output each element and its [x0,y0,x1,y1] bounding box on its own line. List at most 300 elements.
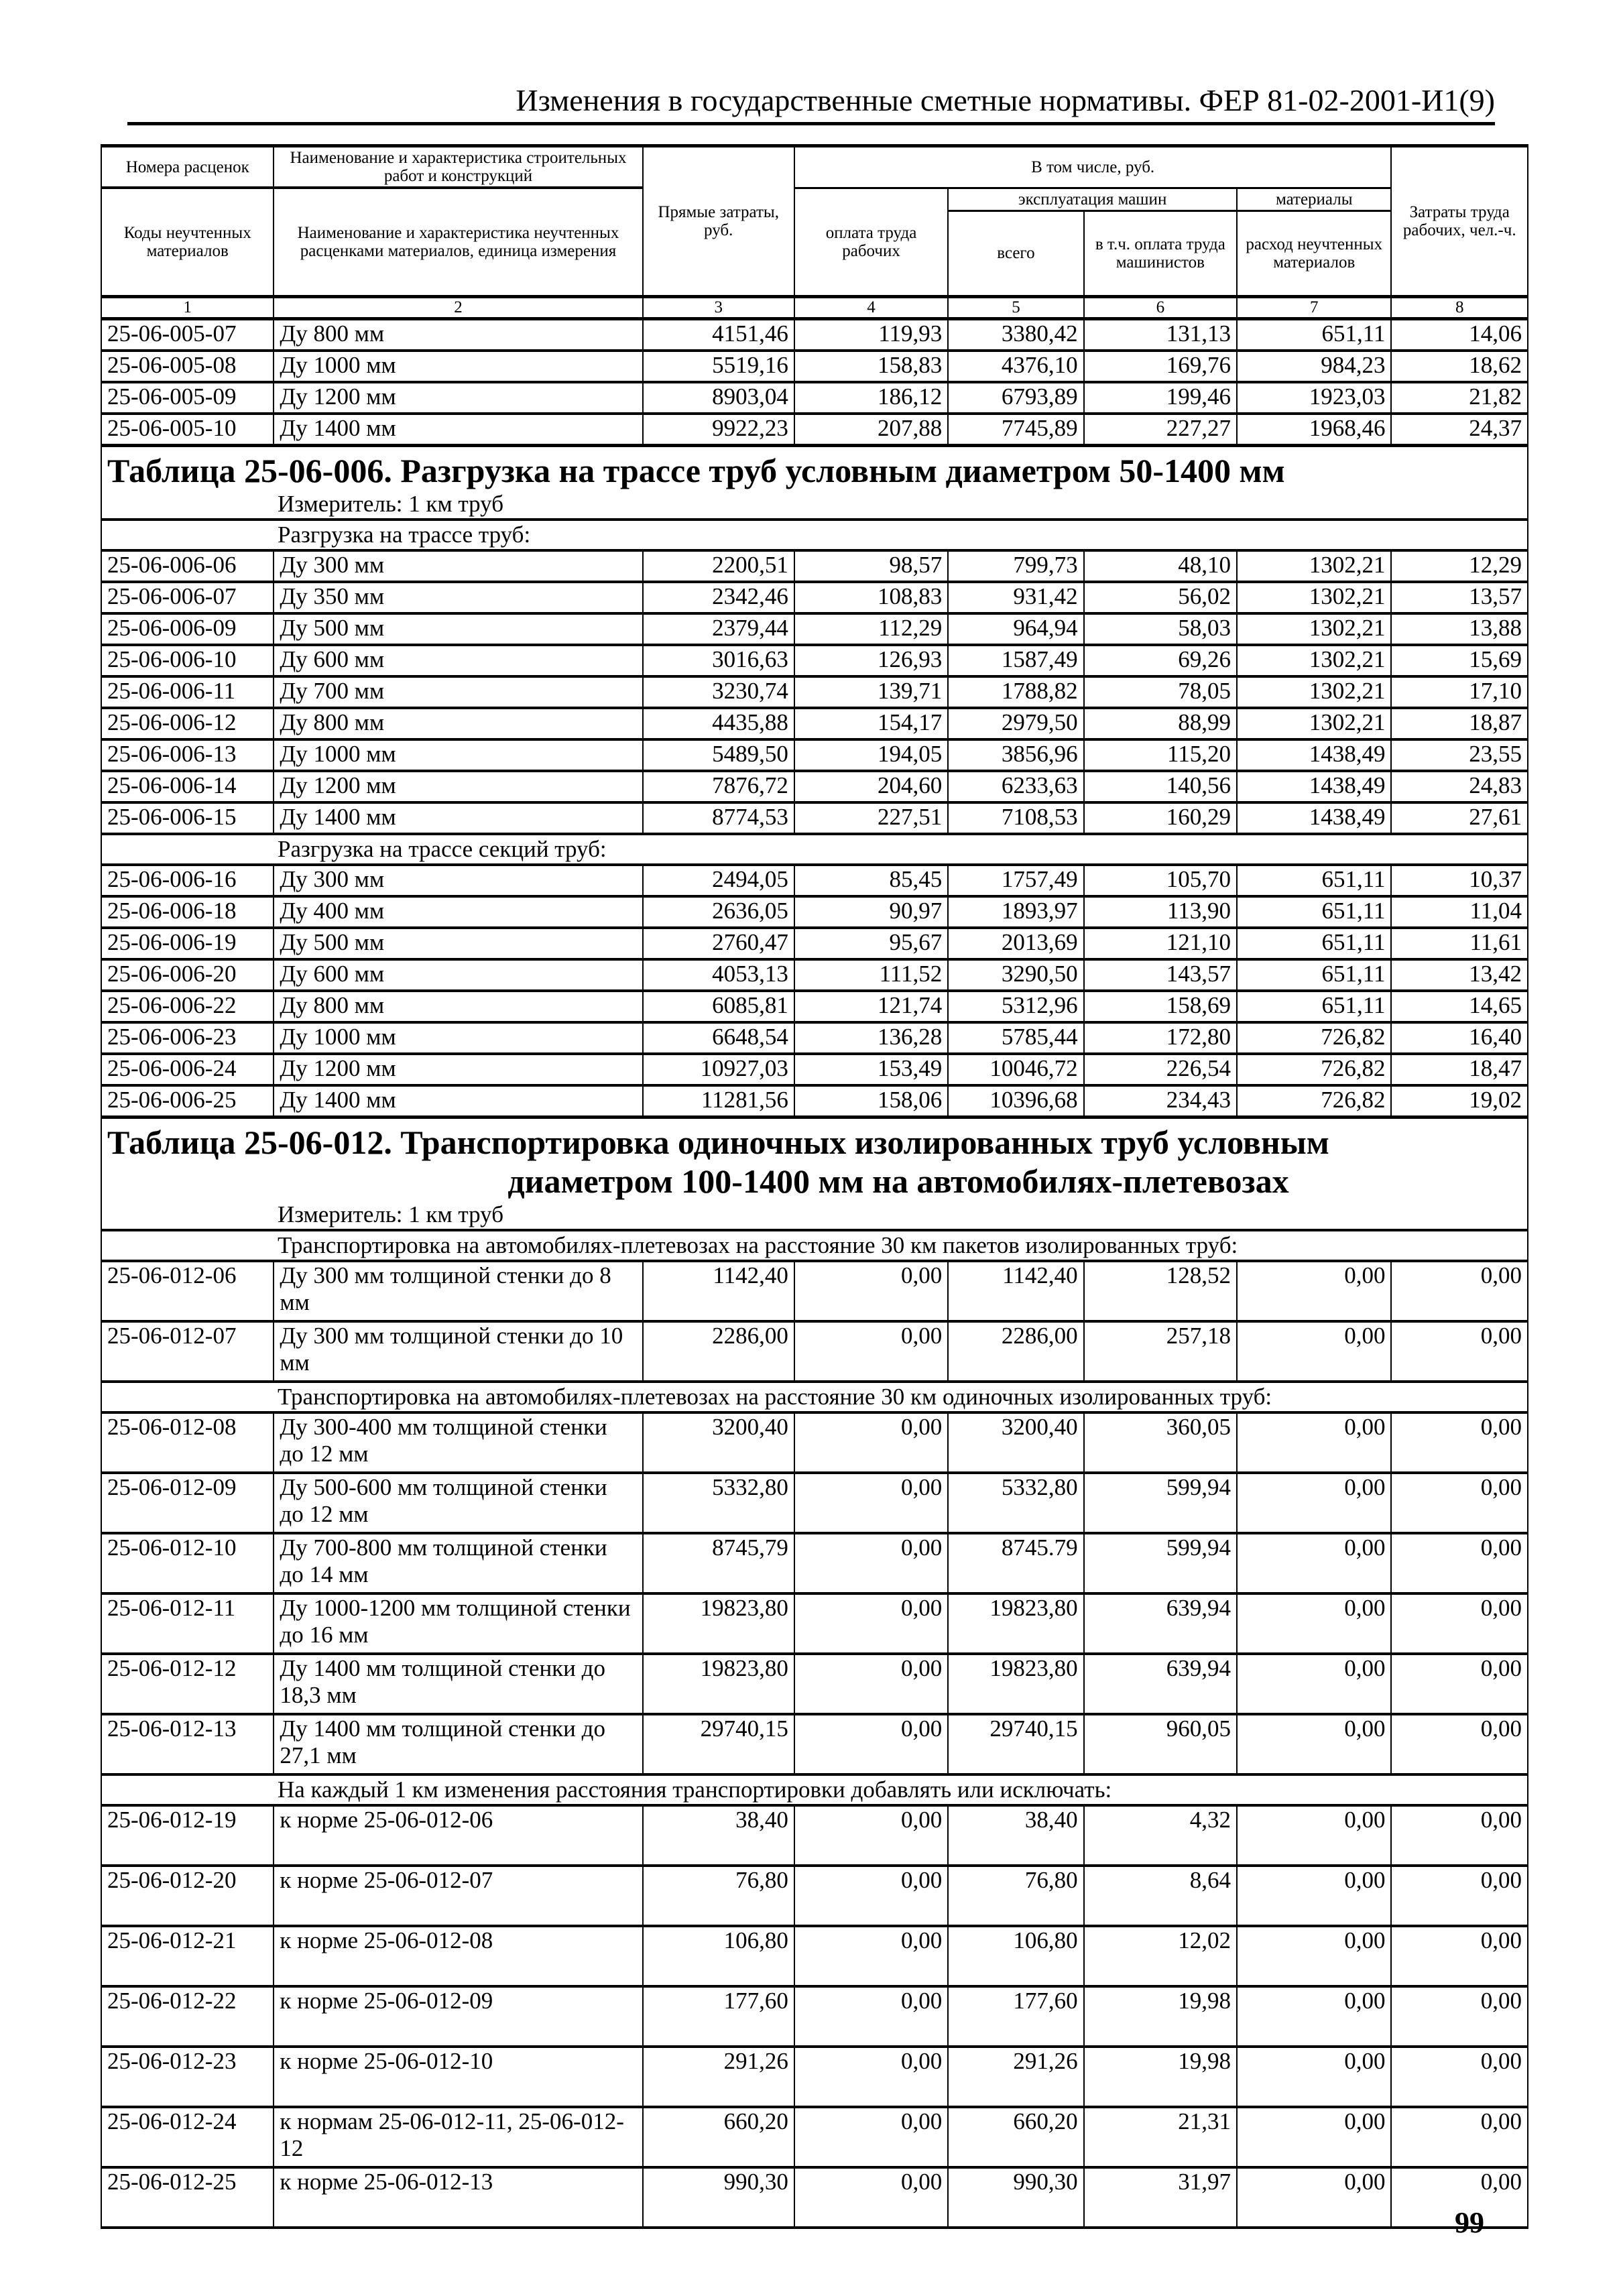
group-row [101,1230,1528,1261]
rate-code-cell: 25-06-012-12 [101,1654,274,1714]
direct-costs-cell: 3016,63 [643,645,794,676]
worker-pay-cell: 0,00 [794,1926,948,1986]
labor-hours-cell: 16,40 [1391,1022,1528,1054]
worker-pay-cell: 186,12 [794,382,948,414]
work-name-cell: Ду 1200 мм [274,1054,642,1085]
material-consumption-cell: 0,00 [1237,1261,1391,1321]
table-title [101,445,1528,490]
operator-pay-cell: 140,56 [1084,771,1237,802]
material-consumption-cell: 0,00 [1237,2107,1391,2167]
material-consumption-cell: 984,23 [1237,351,1391,382]
table-title-text-line2: диаметром 100-1400 мм на автомобилях-плетевозах [507,1162,1289,1200]
material-consumption-cell: 0,00 [1237,1593,1391,1654]
meter-row [101,490,1528,520]
labor-hours-cell: 19,02 [1391,1085,1528,1117]
worker-pay-cell: 126,93 [794,645,948,676]
labor-hours-cell: 18,62 [1391,351,1528,382]
worker-pay-cell: 0,00 [794,1473,948,1533]
table-row [101,865,1528,896]
labor-hours-cell: 12,29 [1391,550,1528,582]
table-row [101,1533,1528,1593]
labor-hours-cell: 11,61 [1391,928,1528,959]
rate-code-cell: 25-06-006-16 [101,865,274,896]
direct-costs-cell: 19823,80 [643,1654,794,1714]
meter-label: Измеритель: 1 км труб [101,1201,1528,1230]
work-name-cell: Ду 300 мм [274,550,642,582]
work-name-cell: Ду 300 мм [274,865,642,896]
rate-code-cell: 25-06-012-13 [101,1714,274,1774]
labor-hours-cell: 21,82 [1391,382,1528,414]
table-row [101,739,1528,771]
worker-pay-cell: 0,00 [794,1714,948,1774]
rate-code-cell: 25-06-012-24 [101,2107,274,2167]
operator-pay-cell: 639,94 [1084,1593,1237,1654]
machine-total-cell: 5332,80 [948,1473,1083,1533]
labor-hours-cell: 0,00 [1391,1412,1528,1473]
direct-costs-cell: 8903,04 [643,382,794,414]
machine-total-cell: 1788,82 [948,676,1083,708]
table-row [101,318,1528,351]
labor-hours-cell: 18,87 [1391,708,1528,739]
material-consumption-cell: 651,11 [1237,896,1391,928]
work-name-cell: Ду 800 мм [274,318,642,351]
page-number: 99 [1455,2206,1484,2239]
machine-total-cell: 6793,89 [948,382,1083,414]
material-consumption-cell: 1302,21 [1237,676,1391,708]
worker-pay-cell: 158,83 [794,351,948,382]
running-header: Изменения в государственные сметные нормативы. ФЕР 81-02-2001-И1(9) [127,80,1495,125]
labor-hours-cell: 23,55 [1391,739,1528,771]
column-number: 3 [643,296,794,318]
labor-hours-cell: 18,47 [1391,1054,1528,1085]
operator-pay-cell: 234,43 [1084,1085,1237,1117]
machine-total-cell: 7745,89 [948,414,1083,446]
machine-total-cell: 2286,00 [948,1321,1083,1382]
operator-pay-cell: 360,05 [1084,1412,1237,1473]
direct-costs-cell: 29740,15 [643,1714,794,1774]
worker-pay-cell: 0,00 [794,1533,948,1593]
work-name-cell: Ду 800 мм [274,991,642,1022]
table-row [101,1412,1528,1473]
labor-hours-cell: 24,83 [1391,771,1528,802]
rate-code-cell: 25-06-012-21 [101,1926,274,1986]
group-row [101,1382,1528,1412]
work-name-cell: к норме 25-06-012-09 [274,1986,642,2047]
labor-hours-cell: 0,00 [1391,1866,1528,1926]
header-worker-pay: оплата труда рабочих [794,188,948,296]
machine-total-cell: 3380,42 [948,318,1083,351]
table-row [101,1261,1528,1321]
table-row [101,2167,1528,2228]
machine-total-cell: 38,40 [948,1805,1083,1866]
rate-code-cell: 25-06-006-24 [101,1054,274,1085]
norms-table [101,144,1528,2229]
table-row [101,1654,1528,1714]
table-row [101,382,1528,414]
operator-pay-cell: 143,57 [1084,959,1237,991]
labor-hours-cell: 24,37 [1391,414,1528,446]
labor-hours-cell: 10,37 [1391,865,1528,896]
table-row [101,959,1528,991]
rate-code-cell: 25-06-005-08 [101,351,274,382]
operator-pay-cell: 115,20 [1084,739,1237,771]
header-materials: материалы [1237,188,1391,210]
operator-pay-cell: 19,98 [1084,2047,1237,2107]
header-material-names: Наименование и характеристика неучтенных расценками материалов, единица измерения [274,188,642,296]
operator-pay-cell: 172,80 [1084,1022,1237,1054]
direct-costs-cell: 5489,50 [643,739,794,771]
worker-pay-cell: 119,93 [794,318,948,351]
rate-code-cell: 25-06-006-06 [101,550,274,582]
rate-code-cell: 25-06-012-11 [101,1593,274,1654]
meter-row [101,1201,1528,1230]
work-name-cell: к норме 25-06-012-13 [274,2167,642,2228]
rate-code-cell: 25-06-006-13 [101,739,274,771]
work-name-cell: к норме 25-06-012-10 [274,2047,642,2107]
work-name-cell: Ду 1400 мм [274,414,642,446]
machine-total-cell: 964,94 [948,613,1083,645]
table-row [101,414,1528,446]
direct-costs-cell: 76,80 [643,1866,794,1926]
operator-pay-cell: 105,70 [1084,865,1237,896]
table-row [101,645,1528,676]
operator-pay-cell: 4,32 [1084,1805,1237,1866]
table-row [101,1926,1528,1986]
table-title-row [101,1117,1528,1201]
worker-pay-cell: 0,00 [794,1321,948,1382]
direct-costs-cell: 19823,80 [643,1593,794,1654]
operator-pay-cell: 31,97 [1084,2167,1237,2228]
material-consumption-cell: 0,00 [1237,1654,1391,1714]
machine-total-cell: 7108,53 [948,802,1083,834]
operator-pay-cell: 48,10 [1084,550,1237,582]
column-number: 1 [101,296,274,318]
table-row [101,1321,1528,1382]
rate-code-cell: 25-06-006-23 [101,1022,274,1054]
direct-costs-cell: 5332,80 [643,1473,794,1533]
header-machine-operation: эксплуатация машин [948,188,1237,210]
rate-code-cell: 25-06-006-14 [101,771,274,802]
worker-pay-cell: 98,57 [794,550,948,582]
material-consumption-cell: 1438,49 [1237,771,1391,802]
direct-costs-cell: 291,26 [643,2047,794,2107]
rate-code-cell: 25-06-006-25 [101,1085,274,1117]
work-name-cell: Ду 1400 мм [274,802,642,834]
direct-costs-cell: 2286,00 [643,1321,794,1382]
operator-pay-cell: 226,54 [1084,1054,1237,1085]
machine-total-cell: 2013,69 [948,928,1083,959]
direct-costs-cell: 3230,74 [643,676,794,708]
table-row [101,1473,1528,1533]
table-row [101,582,1528,613]
table-title-text: Таблица 25-06-012. Транспортировка одиночных изолированных труб условным [107,1123,1329,1161]
rate-code-cell: 25-06-006-07 [101,582,274,613]
table-row [101,1714,1528,1774]
rate-code-cell: 25-06-006-19 [101,928,274,959]
meter-label: Измеритель: 1 км труб [101,490,1528,520]
material-consumption-cell: 0,00 [1237,2167,1391,2228]
machine-total-cell: 5785,44 [948,1022,1083,1054]
table-row [101,1866,1528,1926]
operator-pay-cell: 69,26 [1084,645,1237,676]
column-number: 8 [1391,296,1528,318]
machine-total-cell: 4376,10 [948,351,1083,382]
rate-code-cell: 25-06-006-20 [101,959,274,991]
operator-pay-cell: 158,69 [1084,991,1237,1022]
rate-code-cell: 25-06-006-18 [101,896,274,928]
direct-costs-cell: 6648,54 [643,1022,794,1054]
table-title-row [101,445,1528,490]
labor-hours-cell: 0,00 [1391,2107,1528,2167]
machine-total-cell: 931,42 [948,582,1083,613]
worker-pay-cell: 95,67 [794,928,948,959]
table-row [101,1805,1528,1866]
machine-total-cell: 1757,49 [948,865,1083,896]
group-label: На каждый 1 км изменения расстояния транспортировки добавлять или исключать: [101,1774,1528,1805]
material-consumption-cell: 726,82 [1237,1022,1391,1054]
table-row [101,802,1528,834]
machine-total-cell: 10396,68 [948,1085,1083,1117]
worker-pay-cell: 153,49 [794,1054,948,1085]
work-name-cell: Ду 500 мм [274,928,642,959]
worker-pay-cell: 0,00 [794,1593,948,1654]
operator-pay-cell: 199,46 [1084,382,1237,414]
material-consumption-cell: 0,00 [1237,1926,1391,1986]
labor-hours-cell: 0,00 [1391,1321,1528,1382]
table-row [101,676,1528,708]
material-consumption-cell: 651,11 [1237,991,1391,1022]
work-name-cell: Ду 500-600 мм толщиной стенки до 12 мм [274,1473,642,1533]
work-name-cell: Ду 400 мм [274,896,642,928]
work-name-cell: Ду 1000-1200 мм толщиной стенки до 16 мм [274,1593,642,1654]
worker-pay-cell: 90,97 [794,896,948,928]
work-name-cell: Ду 300 мм толщиной стенки до 8 мм [274,1261,642,1321]
rate-code-cell: 25-06-012-20 [101,1866,274,1926]
operator-pay-cell: 169,76 [1084,351,1237,382]
worker-pay-cell: 0,00 [794,1412,948,1473]
group-label: Разгрузка на трассе секций труб: [101,834,1528,865]
operator-pay-cell: 12,02 [1084,1926,1237,1986]
group-label: Транспортировка на автомобилях-плетевозах на расстояние 30 км пакетов изолированных труб: [101,1230,1528,1261]
material-consumption-cell: 651,11 [1237,318,1391,351]
worker-pay-cell: 207,88 [794,414,948,446]
table-row [101,1022,1528,1054]
operator-pay-cell: 88,99 [1084,708,1237,739]
group-row [101,520,1528,550]
work-name-cell: Ду 500 мм [274,613,642,645]
worker-pay-cell: 136,28 [794,1022,948,1054]
worker-pay-cell: 154,17 [794,708,948,739]
group-label: Разгрузка на трассе труб: [101,520,1528,550]
header-direct-costs: Прямые затраты, руб. [643,146,794,297]
worker-pay-cell: 227,51 [794,802,948,834]
work-name-cell: Ду 1000 мм [274,1022,642,1054]
material-consumption-cell: 0,00 [1237,1473,1391,1533]
work-name-cell: к норме 25-06-012-06 [274,1805,642,1866]
table-row [101,1085,1528,1117]
rate-code-cell: 25-06-006-09 [101,613,274,645]
operator-pay-cell: 639,94 [1084,1654,1237,1714]
work-name-cell: Ду 1400 мм толщиной стенки до 27,1 мм [274,1714,642,1774]
header-rate-numbers: Номера расценок [101,146,274,188]
operator-pay-cell: 257,18 [1084,1321,1237,1382]
material-consumption-cell: 1923,03 [1237,382,1391,414]
material-consumption-cell: 0,00 [1237,2047,1391,2107]
column-number: 2 [274,296,642,318]
rate-code-cell: 25-06-012-06 [101,1261,274,1321]
machine-total-cell: 177,60 [948,1986,1083,2047]
labor-hours-cell: 0,00 [1391,1714,1528,1774]
labor-hours-cell: 14,06 [1391,318,1528,351]
work-name-cell: Ду 800 мм [274,708,642,739]
direct-costs-cell: 8745,79 [643,1533,794,1593]
worker-pay-cell: 0,00 [794,1866,948,1926]
table-header [101,146,1528,319]
labor-hours-cell: 0,00 [1391,1533,1528,1593]
rate-code-cell: 25-06-006-12 [101,708,274,739]
material-consumption-cell: 1302,21 [1237,582,1391,613]
direct-costs-cell: 2379,44 [643,613,794,645]
labor-hours-cell: 14,65 [1391,991,1528,1022]
work-name-cell: Ду 1000 мм [274,739,642,771]
worker-pay-cell: 0,00 [794,1261,948,1321]
table-body [101,318,1528,2228]
table-row [101,771,1528,802]
operator-pay-cell: 599,94 [1084,1473,1237,1533]
direct-costs-cell: 2342,46 [643,582,794,613]
labor-hours-cell: 13,42 [1391,959,1528,991]
direct-costs-cell: 3200,40 [643,1412,794,1473]
direct-costs-cell: 5519,16 [643,351,794,382]
worker-pay-cell: 0,00 [794,2167,948,2228]
table-row [101,2107,1528,2167]
table-row [101,708,1528,739]
machine-total-cell: 6233,63 [948,771,1083,802]
table-row [101,1054,1528,1085]
material-consumption-cell: 726,82 [1237,1054,1391,1085]
rate-code-cell: 25-06-006-22 [101,991,274,1022]
group-row [101,1774,1528,1805]
worker-pay-cell: 158,06 [794,1085,948,1117]
material-consumption-cell: 0,00 [1237,1986,1391,2047]
labor-hours-cell: 13,88 [1391,613,1528,645]
operator-pay-cell: 128,52 [1084,1261,1237,1321]
header-material-codes: Коды неучтенных материалов [101,188,274,296]
direct-costs-cell: 38,40 [643,1805,794,1866]
operator-pay-cell: 21,31 [1084,2107,1237,2167]
operator-pay-cell: 599,94 [1084,1533,1237,1593]
work-name-cell: Ду 350 мм [274,582,642,613]
worker-pay-cell: 194,05 [794,739,948,771]
worker-pay-cell: 0,00 [794,1654,948,1714]
table-row [101,550,1528,582]
worker-pay-cell: 139,71 [794,676,948,708]
rate-code-cell: 25-06-012-25 [101,2167,274,2228]
machine-total-cell: 19823,80 [948,1593,1083,1654]
direct-costs-cell: 2200,51 [643,550,794,582]
operator-pay-cell: 58,03 [1084,613,1237,645]
direct-costs-cell: 10927,03 [643,1054,794,1085]
table-row [101,2047,1528,2107]
material-consumption-cell: 651,11 [1237,959,1391,991]
direct-costs-cell: 2494,05 [643,865,794,896]
labor-hours-cell: 0,00 [1391,1986,1528,2047]
rate-code-cell: 25-06-012-10 [101,1533,274,1593]
operator-pay-cell: 121,10 [1084,928,1237,959]
material-consumption-cell: 1302,21 [1237,645,1391,676]
direct-costs-cell: 2760,47 [643,928,794,959]
column-number: 7 [1237,296,1391,318]
machine-total-cell: 3200,40 [948,1412,1083,1473]
operator-pay-cell: 113,90 [1084,896,1237,928]
column-number: 6 [1084,296,1237,318]
labor-hours-cell: 0,00 [1391,1926,1528,1986]
operator-pay-cell: 160,29 [1084,802,1237,834]
material-consumption-cell: 0,00 [1237,1805,1391,1866]
table-row [101,1593,1528,1654]
direct-costs-cell: 990,30 [643,2167,794,2228]
rate-code-cell: 25-06-012-08 [101,1412,274,1473]
group-row [101,834,1528,865]
work-name-cell: Ду 300 мм толщиной стенки до 10 мм [274,1321,642,1382]
rate-code-cell: 25-06-012-07 [101,1321,274,1382]
material-consumption-cell: 1438,49 [1237,802,1391,834]
material-consumption-cell: 0,00 [1237,1412,1391,1473]
operator-pay-cell: 8,64 [1084,1866,1237,1926]
work-name-cell: Ду 1400 мм толщиной стенки до 18,3 мм [274,1654,642,1714]
labor-hours-cell: 0,00 [1391,2047,1528,2107]
worker-pay-cell: 108,83 [794,582,948,613]
machine-total-cell: 799,73 [948,550,1083,582]
rate-code-cell: 25-06-012-09 [101,1473,274,1533]
machine-total-cell: 3856,96 [948,739,1083,771]
column-number: 5 [948,296,1083,318]
work-name-cell: Ду 700-800 мм толщиной стенки до 14 мм [274,1533,642,1593]
table-row [101,351,1528,382]
work-name-cell: Ду 600 мм [274,959,642,991]
header-operator-pay: в т.ч. оплата труда машинистов [1084,210,1237,296]
labor-hours-cell: 15,69 [1391,645,1528,676]
labor-hours-cell: 0,00 [1391,1593,1528,1654]
work-name-cell: Ду 600 мм [274,645,642,676]
labor-hours-cell: 27,61 [1391,802,1528,834]
material-consumption-cell: 726,82 [1237,1085,1391,1117]
direct-costs-cell: 4435,88 [643,708,794,739]
work-name-cell: Ду 1400 мм [274,1085,642,1117]
direct-costs-cell: 177,60 [643,1986,794,2047]
work-name-cell: к норме 25-06-012-08 [274,1926,642,1986]
work-name-cell: Ду 1000 мм [274,351,642,382]
machine-total-cell: 19823,80 [948,1654,1083,1714]
labor-hours-cell: 13,57 [1391,582,1528,613]
machine-total-cell: 29740,15 [948,1714,1083,1774]
machine-total-cell: 2979,50 [948,708,1083,739]
machine-total-cell: 291,26 [948,2047,1083,2107]
machine-total-cell: 8745.79 [948,1533,1083,1593]
table-title-text: Таблица 25-06-006. Разгрузка на трассе труб условным диаметром 50-1400 мм [107,451,1285,489]
worker-pay-cell: 204,60 [794,771,948,802]
labor-hours-cell: 0,00 [1391,1473,1528,1533]
rate-code-cell: 25-06-006-10 [101,645,274,676]
work-name-cell: Ду 1200 мм [274,771,642,802]
direct-costs-cell: 6085,81 [643,991,794,1022]
operator-pay-cell: 131,13 [1084,318,1237,351]
machine-total-cell: 990,30 [948,2167,1083,2228]
rate-code-cell: 25-06-005-09 [101,382,274,414]
material-consumption-cell: 0,00 [1237,1533,1391,1593]
material-consumption-cell: 0,00 [1237,1321,1391,1382]
rate-code-cell: 25-06-006-11 [101,676,274,708]
